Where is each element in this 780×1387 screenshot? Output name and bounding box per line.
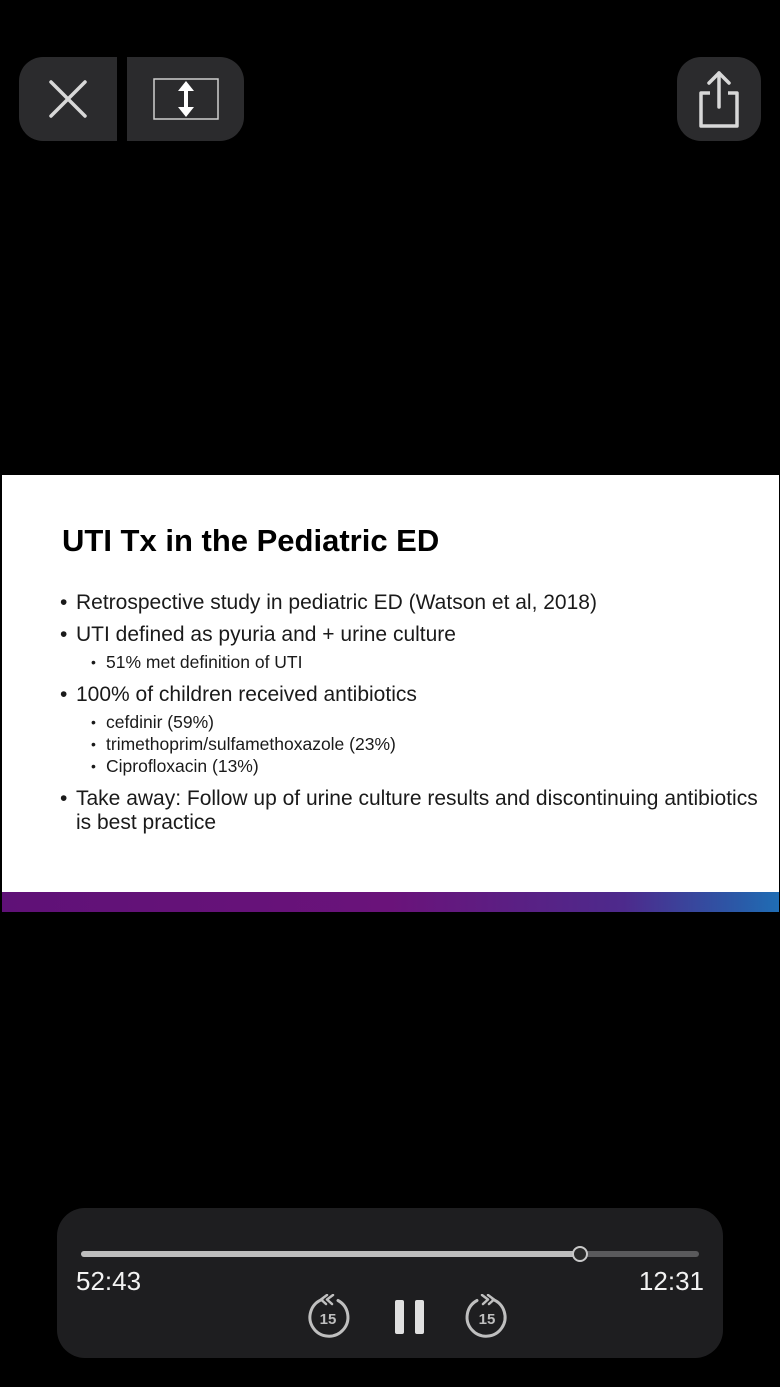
elapsed-time: 52:43 <box>76 1266 142 1296</box>
sub-bullet-tmp-smx: • trimethoprim/sulfamethoxazole (23%) <box>60 734 760 755</box>
bullet-take-away: • Take away: Follow up of urine culture results and discontinuing antibiotics is best practice <box>60 787 760 835</box>
progress-fill <box>81 1251 580 1257</box>
slide-bullets <box>60 591 760 843</box>
skip-back-button[interactable] <box>303 1292 353 1342</box>
top-left-controls <box>19 57 244 141</box>
sub-bullet-cefdinir: • cefdinir (59%) <box>60 712 760 733</box>
sub-bullet-met-definition: • 51% met definition of UTI <box>60 652 760 673</box>
presentation-slide <box>2 475 779 912</box>
close-icon <box>48 79 88 119</box>
slide-footer-bar <box>2 892 779 912</box>
close-button[interactable] <box>19 57 117 141</box>
progress-scrubber[interactable] <box>81 1251 699 1257</box>
share-icon <box>694 69 744 129</box>
playback-controls <box>57 1208 723 1358</box>
slide-title: UTI Tx in the Pediatric ED <box>62 523 440 558</box>
bullet-antibiotics: • 100% of children received antibiotics <box>60 683 760 707</box>
pause-icon <box>393 1298 427 1336</box>
skip-forward-label: 15 <box>478 1311 496 1328</box>
share-button[interactable] <box>677 57 761 141</box>
bullet-study: • Retrospective study in pediatric ED (Watson et al, 2018) <box>60 591 760 615</box>
pause-button[interactable] <box>385 1292 435 1342</box>
skip-back-label: 15 <box>319 1311 337 1328</box>
resize-button[interactable] <box>127 57 244 141</box>
skip-forward-15-icon <box>464 1294 510 1340</box>
bullet-uti-definition: • UTI defined as pyuria and + urine culture <box>60 623 760 647</box>
scrubber-knob[interactable] <box>572 1246 588 1262</box>
skip-back-15-icon <box>305 1294 351 1340</box>
skip-forward-button[interactable] <box>462 1292 512 1342</box>
resize-vertical-icon <box>153 78 219 120</box>
remaining-time: 12:31 <box>638 1266 704 1296</box>
sub-bullet-ciprofloxacin: • Ciprofloxacin (13%) <box>60 756 760 777</box>
